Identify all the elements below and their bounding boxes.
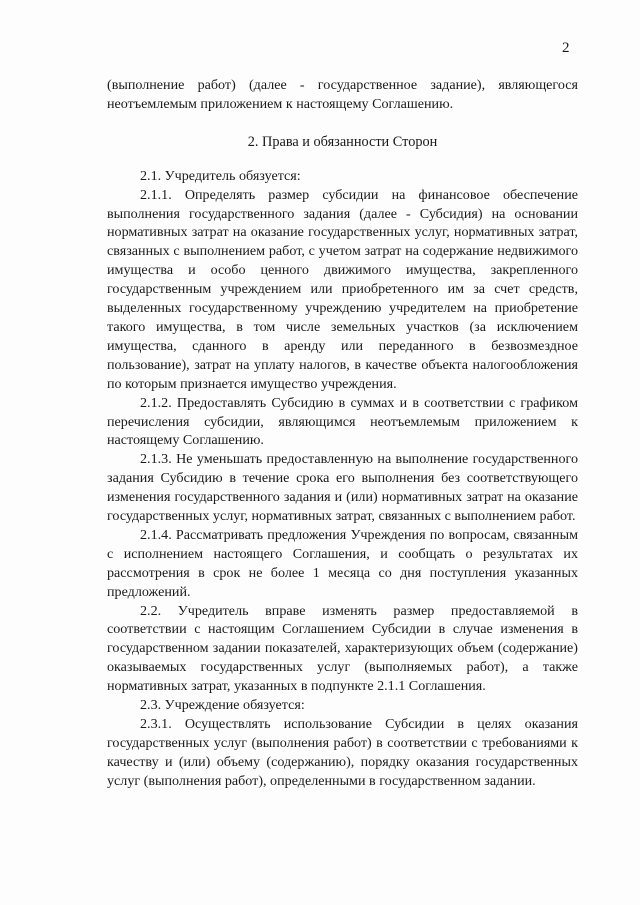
clause-2-1: 2.1. Учредитель обязуется: bbox=[140, 167, 301, 184]
intro-paragraph: (выполнение работ) (далее - государственное задание), являющегося неотъемлемым приложением к настоящему Соглашению. bbox=[107, 77, 578, 112]
clause-2-1-3: 2.1.3. Не уменьшать предоставленную на выполнение государственного задания Субсидию в течение срока его выполнения без соответствующего изменения государственного задания и (или) нормативных затрат на оказание государственных услуг, нормативных затрат, связанных с выполнением работ. bbox=[107, 451, 578, 525]
clause-2-3-1: 2.3.1. Осуществлять использование Субсидии в целях оказания государственных услуг (выполнения работ) в соответствии с требованиями к качеству и (или) объему (содержанию), порядку оказания государственных услуг (выполнения работ), определенными в государственном задании. bbox=[107, 716, 578, 789]
section-title: 2. Права и обязанности Сторон bbox=[247, 133, 438, 150]
clause-2-1-2: 2.1.2. Предоставлять Субсидию в суммах и в соответствии с графиком перечисления субсидии, являющимся неотъемлемым приложением к настоящему Соглашению. bbox=[107, 394, 578, 449]
clause-2-1-1: 2.1.1. Определять размер субсидии на финансовое обеспечение выполнения государственного задания (далее - Субсидия) на основании нормативных затрат на оказание государственных услуг, нормативных затрат, связанных с выполнением работ, с учетом затрат на содержание недвижимого имущества и особо ценного движимого имущества, закрепленного государственным учреждением или приобретенного им за счет средств, выделенных государственному учреждению учредителем на приобретение такого имущества, в том числе земельных участков (за исключением имущества, сданного в аренду или переданного в безвозмездное пользование), затрат на уплату налогов, в качестве объекта налогообложения по которым признается имущество учреждения. bbox=[107, 186, 578, 392]
clause-2-2: 2.2. Учредитель вправе изменять размер предоставляемой в соответствии с настоящим Соглашением Субсидии в случае изменения в государственном задании показателей, характеризующих объем (содержание) оказываемых государственных услуг (выполняемых работ), а также нормативных затрат, указанных в подпункте 2.1.1 Соглашения. bbox=[107, 602, 578, 695]
clause-2-1-4: 2.1.4. Рассматривать предложения Учреждения по вопросам, связанным с исполнением настоящего Соглашения, и сообщать о результатах их рассмотрения в срок не более 1 месяца со дня поступления указанных предложений. bbox=[107, 526, 578, 600]
clause-2-3: 2.3. Учреждение обязуется: bbox=[140, 697, 305, 714]
page-number: 2 bbox=[562, 40, 570, 56]
document-body bbox=[107, 76, 578, 791]
